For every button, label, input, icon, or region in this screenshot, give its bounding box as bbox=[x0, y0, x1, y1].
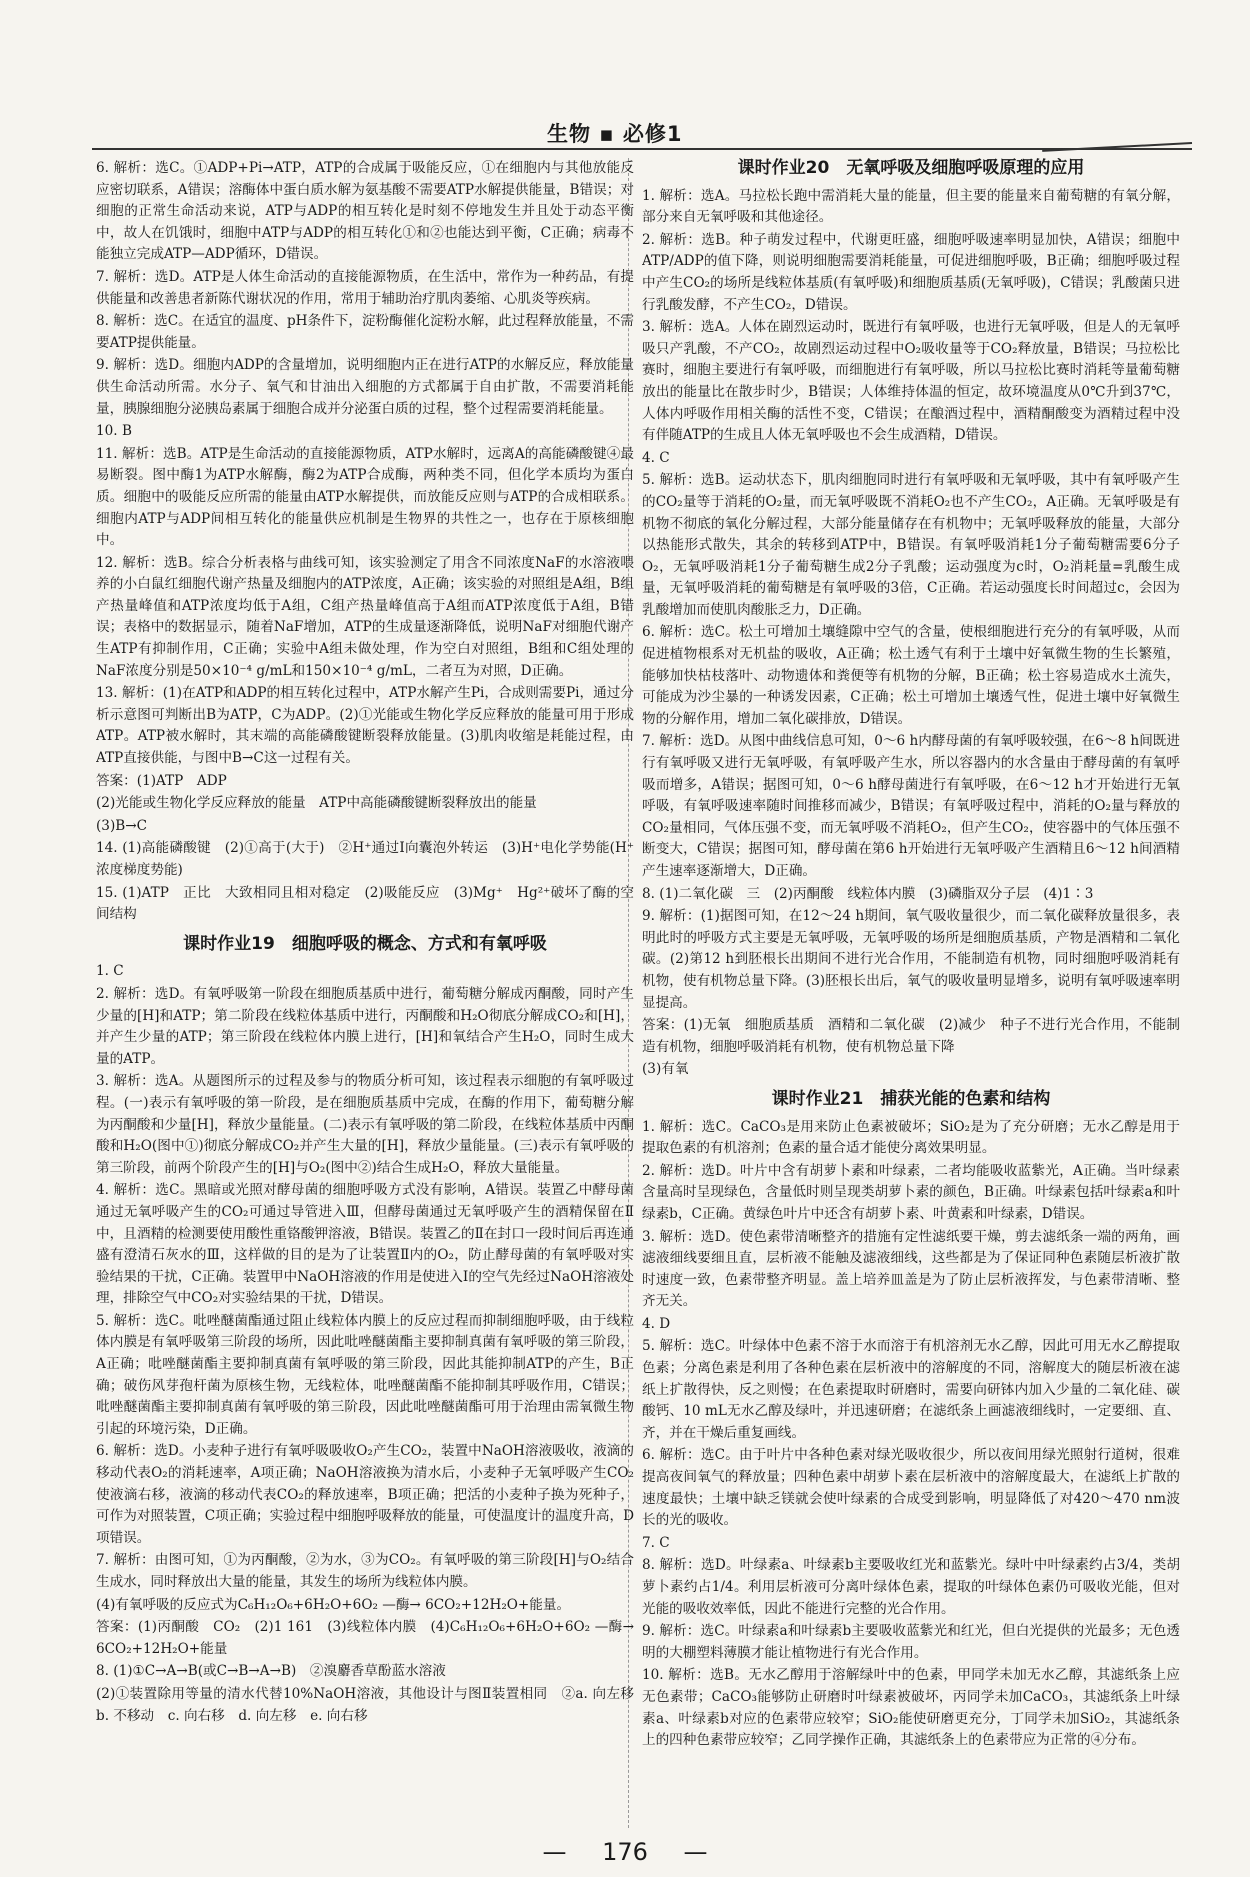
answer-item: 10. 解析：选B。无水乙醇用于溶解绿叶中的色素，甲同学未加无水乙醇，其滤纸条上应无色素带；CaCO₃能够防止研磨时叶绿素被破坏，丙同学未加CaCO₃，其滤纸条上叶绿素a、叶绿素b对应的色素带应较窄；SiO₂能使研磨更充分，丁同学未加SiO₂，其滤纸条上的四种色素带应较窄；乙同学操作正确，其滤纸条上的色素带应为正常的④分布。 bbox=[642, 1667, 1180, 1749]
answer-item: 15. (1)ATP 正比 大致相同且相对稳定 (2)吸能反应 (3)Mg⁺ Hg²⁺破坏了酶的空间结构 bbox=[96, 884, 634, 923]
answer-item: (2)①装置除用等量的清水代替10%NaOH溶液，其他设计与图Ⅱ装置相同 ②a. 向左移 b. 不移动 c. 向右移 d. 向左移 e. 向右移 bbox=[96, 1685, 634, 1724]
answer-item: 5. 解析：选C。叶绿体中色素不溶于水而溶于有机溶剂无水乙醇，因此可用无水乙醇提取色素；分离色素是利用了各种色素在层析液中的溶解度的不同，溶解度大的随层析液在滤纸上扩散得快，反之则慢；在色素提取时研磨时，需要向研钵内加入少量的二氧化硅、碳酸钙、10 mL无水乙醇及绿叶，并迅速研磨；在滤纸条上画滤液细线时，一定要细、直、齐，并在干燥后重复画线。 bbox=[642, 1338, 1180, 1441]
answer-item: 6. 解析：选C。由于叶片中各种色素对绿光吸收很少，所以夜间用绿光照射行道树，很难提高夜间氧气的释放量；四种色素中胡萝卜素在层析液中的溶解度最大，在滤纸上扩散的速度最快；土壤中缺乏镁就会使叶绿素的合成受到影响，明显降低了对420～470 nm波长的光的吸收。 bbox=[642, 1447, 1180, 1529]
answer-item: 1. 解析：选A。马拉松长跑中需消耗大量的能量，但主要的能量来自葡萄糖的有氧分解，部分来自无氧呼吸和其他途径。 bbox=[642, 187, 1180, 226]
answer-item: 7. 解析：选D。ATP是人体生命活动的直接能源物质，在生活中，常作为一种药品，有提供能量和改善患者新陈代谢状况的作用，常用于辅助治疗肌肉萎缩、心肌炎等疾病。 bbox=[96, 268, 634, 307]
answer-item: 2. 解析：选B。种子萌发过程中，代谢更旺盛，细胞呼吸速率明显加快，A错误；细胞中ATP/ADP的值下降，则说明细胞需要消耗能量，可促进细胞呼吸，B正确；细胞呼吸过程中产生CO₂的场所是线粒体基质(有氧呼吸)和细胞质基质(无氧呼吸)，C错误；乳酸菌只进行乳酸发酵，不产生CO₂，D错误。 bbox=[642, 231, 1180, 313]
answer-item: (4)有氧呼吸的反应式为C₆H₁₂O₆+6H₂O+6O₂ —酶→ 6CO₂+12H₂O+能量。 bbox=[96, 1596, 571, 1613]
book-title: 生物 ▪ 必修1 bbox=[547, 122, 683, 146]
answer-item: 6. 解析：选C。松土可增加土壤缝隙中空气的含量，使根细胞进行充分的有氧呼吸，从而促进植物根系对无机盐的吸收，A正确；松土透气有利于土壤中好氧微生物的生长繁殖，能够加快枯枝落叶、动物遗体和粪便等有机物的分解，B正确；松土容易造成水土流失，可能成为沙尘暴的一种诱发因素，C正确；松土可增加土壤透气性，促进土壤中好氧微生物的分解作用，增加二氧化碳排放，D错误。 bbox=[642, 624, 1180, 727]
answer-item: (3)有氧 bbox=[642, 1061, 689, 1078]
answer-item: 5. 解析：选B。运动状态下，肌肉细胞同时进行有氧呼吸和无氧呼吸，其中有氧呼吸产生的CO₂量等于消耗的O₂量，而无氧呼吸既不消耗O₂也不产生CO₂，A正确。无氧呼吸是有机物不彻底的氧化分解过程，大部分能量储存在有机物中；无氧呼吸释放的能量，大部分以热能形式散失，其余的转移到ATP中，B错误。有氧呼吸消耗1分子葡萄糖需要6分子O₂，无氧呼吸消耗1分子葡萄糖生成2分子乳酸；运动强度为c时，O₂消耗量=乳酸生成量，无氧呼吸消耗的葡萄糖是有氧呼吸的3倍，C正确。若运动强度长时间超过c，会因为乳酸增加而使肌肉酸胀乏力，D正确。 bbox=[642, 472, 1180, 618]
answer-item: 答案：(1)ATP ADP bbox=[96, 772, 227, 789]
answer-item: (3)B→C bbox=[96, 817, 148, 834]
answer-item: 11. 解析：选B。ATP是生命活动的直接能源物质，ATP水解时，远离A的高能磷酸键④最易断裂。图中酶1为ATP水解酶，酶2为ATP合成酶，两种类不同，但化学本质均为蛋白质。细胞中的吸能反应所需的能量由ATP水解提供，而放能反应则与ATP的合成相联系。细胞内ATP与ADP间相互转化的能量供应机制是生物界的共性之一，也存在于原核细胞中。 bbox=[96, 445, 634, 549]
answer-item: 8. 解析：选D。叶绿素a、叶绿素b主要吸收红光和蓝紫光。绿叶中叶绿素约占3/4，类胡萝卜素约占1/4。利用层析液可分离叶绿体色素，提取的叶绿体色素仍可吸收光能，但对光能的吸收效率低，因此不能进行完整的光合作用。 bbox=[642, 1557, 1180, 1617]
answer-item: 4. D bbox=[642, 1315, 671, 1332]
answer-item: 8. (1)二氧化碳 三 (2)丙酮酸 线粒体内膜 (3)磷脂双分子层 (4)1∶3 bbox=[642, 885, 1094, 902]
answer-item: 答案：(1)丙酮酸 CO₂ (2)1 161 (3)线粒体内膜 (4)C₆H₁₂O₆+6H₂O+6O₂ —酶→ 6CO₂+12H₂O+能量 bbox=[96, 1619, 634, 1657]
footer-dash-right: — bbox=[683, 1838, 708, 1866]
footer-dash-left: — bbox=[542, 1838, 567, 1866]
section-title-20: 课时作业20 无氧呼吸及细胞呼吸原理的应用 bbox=[737, 158, 1085, 178]
left-column bbox=[96, 158, 634, 1803]
answer-item: 10. B bbox=[96, 423, 132, 440]
answer-item: 9. 解析：选C。叶绿素a和叶绿素b主要吸收蓝紫光和红光，但白光提供的光最多；无色透明的大棚塑料薄膜才能让植物进行有光合作用。 bbox=[642, 1623, 1180, 1661]
answer-item: 12. 解析：选B。综合分析表格与曲线可知，该实验测定了用含不同浓度NaF的水溶液喂养的小白鼠红细胞代谢产热量及细胞内的ATP浓度，A正确；该实验的对照组是A组，B组产热量峰值和ATP浓度均低于A组，C组产热量峰值高于A组而ATP浓度低于A组，B错误；表格中的数据显示，随着NaF增加，ATP的生成量逐渐降低，说明NaF对细胞代谢产生ATP有抑制作用，C正确；实验中A组未做处理，作为空白对照组，B组和C组处理的NaF浓度分别是50×10⁻⁴ g/mL和150×10⁻⁴ g/mL，二者互为对照，D正确。 bbox=[96, 554, 634, 679]
answer-item: 1. C bbox=[96, 963, 124, 980]
answer-item: 6. 解析：选C。①ADP+Pi→ATP，ATP的合成属于吸能反应，①在细胞内与其他放能反应密切联系，A错误；溶酶体中蛋白质水解为氨基酸不需要ATP水解提供能量，B错误；对细胞的正常生命活动来说，ATP与ADP的相互转化是时刻不停地发生并且处于动态平衡中，故人在饥饿时，细胞中ATP与ADP的相互转化①和②也能达到平衡，C正确；病毒不能独立完成ATP—ADP循环，D错误。 bbox=[96, 160, 634, 263]
answer-item: 8. (1)①C→A→B(或C→B→A→B) ②溴麝香草酚蓝水溶液 bbox=[96, 1663, 446, 1680]
answer-item: 9. 解析：(1)据图可知，在12～24 h期间，氧气吸收量很少，而二氧化碳释放量很多，表明此时的呼吸方式主要是无氧呼吸，无氧呼吸的场所是细胞质基质，产物是酒精和二氧化碳。(2)第12 h到胚根长出期间不进行光合作用，不能制造有机物，同时细胞呼吸消耗有机物，使有机物总量下降。(3)胚根长出后，氧气的吸收量明显增多，说明有氧呼吸速率明显提高。 bbox=[642, 908, 1180, 1011]
answer-item: 3. 解析：选D。使色素带清晰整齐的措施有定性滤纸要干燥，剪去滤纸条一端的两角，画滤液细线要细且直，层析液不能触及滤液细线，这些都是为了保证同种色素随层析液扩散时速度一致，色素带整齐明显。盖上培养皿盖是为了防止层析液挥发，与色素带清晰、整齐无关。 bbox=[642, 1228, 1180, 1310]
page-footer bbox=[0, 1838, 1250, 1866]
answer-item: 6. 解析：选D。小麦种子进行有氧呼吸吸收O₂产生CO₂，装置中NaOH溶液吸收，液滴的移动代表O₂的消耗速率，A项正确；NaOH溶液换为清水后，小麦种子无氧呼吸产生CO₂使液滴右移，液滴的移动代表CO₂的释放速率，B项正确；把活的小麦种子换为死种子，可作为对照装置，C项正确；实验过程中细胞呼吸释放的能量，可使温度计的温度升高，D项错误。 bbox=[96, 1443, 634, 1546]
answer-item: 3. 解析：选A。人体在剧烈运动时，既进行有氧呼吸，也进行无氧呼吸，但是人的无氧呼吸只产乳酸，不产CO₂，故剧烈运动过程中O₂吸收量等于CO₂释放量，B错误；马拉松比赛时，细胞主要进行有氧呼吸，而细胞进行有氧呼吸，所以马拉松比赛时消耗等量葡萄糖放出的能量比在散步时少，B错误；人体维持体温的恒定，故环境温度从0℃升到37℃，人体内呼吸作用相关酶的活性不变，C错误；在酿酒过程中，酒精酮酸变为酒精过程中没有伴随ATP的生成且人体无氧呼吸也不会生成酒精，D错误。 bbox=[642, 319, 1180, 444]
right-column bbox=[642, 158, 1180, 1803]
answer-item: (2)光能或生物化学反应释放的能量 ATP中高能磷酸键断裂释放出的能量 bbox=[96, 795, 537, 812]
answer-item: 2. 解析：选D。叶片中含有胡萝卜素和叶绿素，二者均能吸收蓝紫光，A正确。当叶绿素含量高时呈现绿色，含量低时则呈现类胡萝卜素的颜色，B正确。叶绿素包括叶绿素a和叶绿素b，C正确。黄绿色叶片中还含有胡萝卜素、叶黄素和叶绿素，D错误。 bbox=[642, 1162, 1180, 1222]
page-header bbox=[92, 118, 1192, 148]
answer-item: 1. 解析：选C。CaCO₃是用来防止色素被破坏；SiO₂是为了充分研磨；无水乙醇是用于提取色素的有机溶剂；色素的量合适才能使分离效果明显。 bbox=[642, 1118, 1180, 1157]
answer-item: 7. C bbox=[642, 1534, 670, 1551]
answer-item: 2. 解析：选D。有氧呼吸第一阶段在细胞质基质中进行，葡萄糖分解成丙酮酸，同时产生少量的[H]和ATP；第二阶段在线粒体基质中进行，丙酮酸和H₂O彻底分解成CO₂和[H]，并产生少量的ATP；第三阶段在线粒体内膜上进行，[H]和氧结合产生H₂O，同时生成大量的ATP。 bbox=[96, 985, 634, 1067]
section-title-19: 课时作业19 细胞呼吸的概念、方式和有氧呼吸 bbox=[183, 933, 547, 954]
answer-item: 答案：(1)无氧 细胞质基质 酒精和二氧化碳 (2)减少 种子不进行光合作用，不能制造有机物，细胞呼吸消耗有机物，使有机物总量下降 bbox=[642, 1017, 1180, 1055]
page-number: 176 bbox=[602, 1838, 648, 1866]
answer-item: 3. 解析：选A。从题图所示的过程及参与的物质分析可知，该过程表示细胞的有氧呼吸过程。(一)表示有氧呼吸的第一阶段，是在细胞质基质中完成，在酶的作用下，葡萄糖分解为丙酮酸和少量[H]，释放少量能量。(二)表示有氧呼吸的第二阶段，在线粒体基质中丙酮酸和H₂O(图中①)彻底分解成CO₂并产生大量的[H]，释放少量能量。(三)表示有氧呼吸的第三阶段，前两个阶段产生的[H]与O₂(图中②)结合生成H₂O，释放大量能量。 bbox=[96, 1073, 634, 1176]
answer-item: 13. 解析：(1)在ATP和ADP的相互转化过程中，ATP水解产生Pi，合成则需要Pi，通过分析示意图可判断出B为ATP，C为ADP。(2)①光能或生物化学反应释放的能量可用于形成ATP。ATP被水解时，其末端的高能磷酸键断裂释放能量。(3)肌肉收缩是耗能过程，由ATP直接供能，与图中B→C这一过程有关。 bbox=[96, 685, 634, 767]
answer-item: 8. 解析：选C。在适宜的温度、pH条件下，淀粉酶催化淀粉水解，此过程释放能量，不需要ATP提供能量。 bbox=[96, 313, 634, 351]
answer-item: 4. 解析：选C。黑暗或光照对酵母菌的细胞呼吸方式没有影响，A错误。装置乙中酵母菌通过无氧呼吸产生的CO₂可通过导管进入Ⅲ，但酵母菌通过无氧呼吸产生的酒精保留在Ⅱ中，且酒精的检测要使用酸性重铬酸钾溶液，B错误。装置乙的Ⅱ在封口一段时间后再连通盛有澄清石灰水的Ⅲ，这样做的目的是为了让装置Ⅱ内的O₂，防止酵母菌的有氧呼吸对实验结果的干扰，C正确。装置甲中NaOH溶液的作用是使进入Ⅰ的空气先经过NaOH溶液处理，排除空气中CO₂对实验结果的干扰，D错误。 bbox=[96, 1182, 634, 1307]
header-rule bbox=[92, 148, 1192, 150]
answer-item: 7. 解析：由图可知，①为丙酮酸，②为水，③为CO₂。有氧呼吸的第三阶段[H]与O₂结合生成水，同时释放出大量的能量，其发生的场所为线粒体内膜。 bbox=[96, 1552, 634, 1590]
answer-item: 5. 解析：选C。吡唑醚菌酯通过阻止线粒体内膜上的反应过程而抑制细胞呼吸，由于线粒体内膜是有氧呼吸第三阶段的场所，因此吡唑醚菌酯主要抑制真菌有氧呼吸的第三阶段，A正确；吡唑醚菌酯主要抑制真菌有氧呼吸的第三阶段，因此其能抑制ATP的产生，B正确；破伤风芽孢杆菌为原核生物，无线粒体，吡唑醚菌酯不能抑制其呼吸作用，C错误；吡唑醚菌酯主要抑制真菌有氧呼吸的第三阶段，因此吡唑醚菌酯可用于治理由需氧微生物引起的环境污染，D正确。 bbox=[96, 1312, 634, 1437]
answer-item: 14. (1)高能磷酸键 (2)①高于(大于) ②H⁺通过Ⅰ向囊泡外转运 (3)H⁺电化学势能(H⁺浓度梯度势能) bbox=[96, 840, 634, 878]
answer-item: 7. 解析：选D。从图中曲线信息可知，0～6 h内酵母菌的有氧呼吸较强，在6～8 h间既进行有氧呼吸又进行无氧呼吸，有氧呼吸产生水，所以容器内的水含量由于酵母菌的有氧呼吸而增多，A错误；据图可知，0～6 h酵母菌进行有氧呼吸，在6～12 h才开始进行无氧呼吸，有氧呼吸速率随时间推移而减少，B错误；有氧呼吸过程中，消耗的O₂量与释放的CO₂量相同，气体压强不变，而无氧呼吸不消耗O₂，但产生CO₂，使容器中的气体压强不断变大，C错误；据图可知，酵母菌在第6 h开始进行无氧呼吸产生酒精且6～12 h间酒精产生速率逐渐增大，D正确。 bbox=[642, 733, 1180, 879]
answer-item: 9. 解析：选D。细胞内ADP的含量增加，说明细胞内正在进行ATP的水解反应，释放能量供生命活动所需。水分子、氧气和甘油出入细胞的方式都属于自由扩散，不需要消耗能量，胰腺细胞分泌胰岛素属于细胞合成并分泌蛋白质的过程，整个过程需要消耗能量。 bbox=[96, 357, 634, 417]
section-title-21: 课时作业21 捕获光能的色素和结构 bbox=[771, 1088, 1051, 1109]
answer-item: 4. C bbox=[642, 449, 670, 466]
